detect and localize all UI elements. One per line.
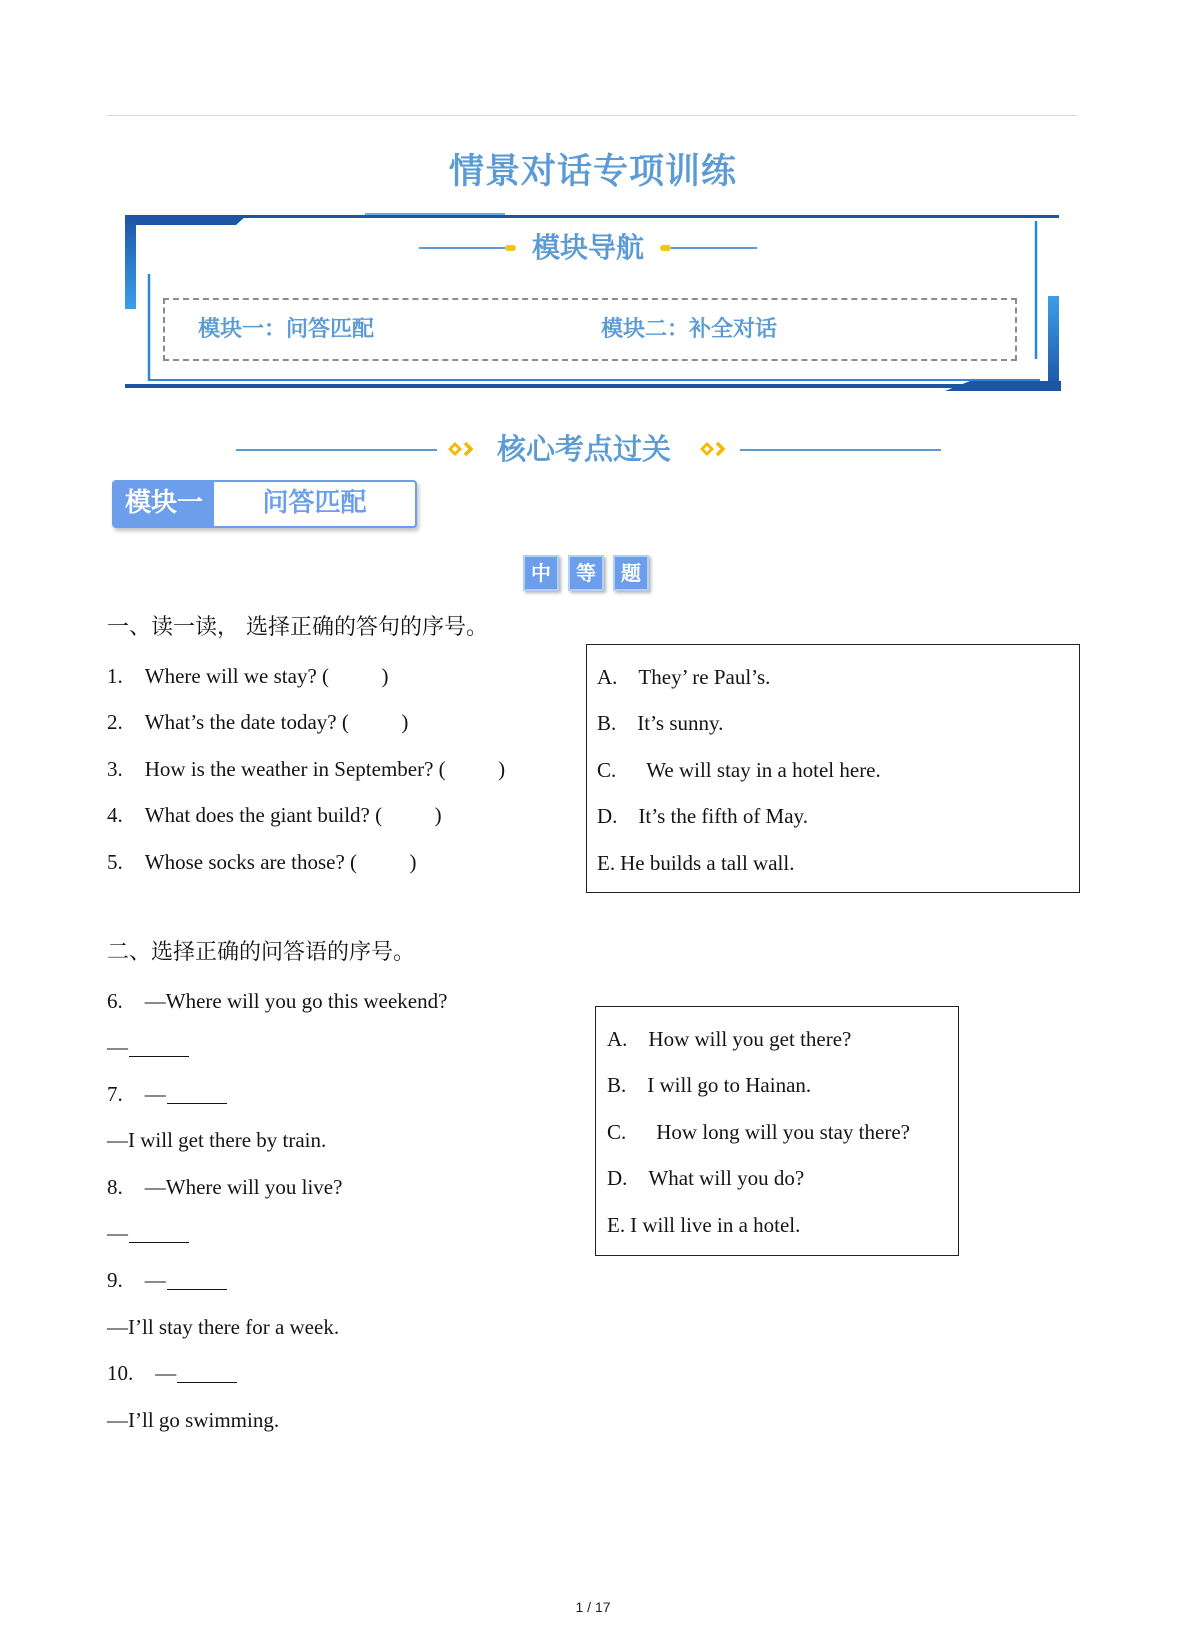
item-number: 7. (107, 1081, 123, 1106)
question-text: Whose socks are those? ( ) (144, 849, 417, 874)
answer-option (597, 654, 881, 701)
difficulty-chip: 等 (568, 555, 604, 591)
question-number: 2. (107, 710, 123, 735)
answer-option (607, 1062, 910, 1109)
option-letter: E. (607, 1212, 626, 1237)
dialogue-line (107, 1304, 447, 1351)
answer-blank (177, 1382, 237, 1383)
module-tag-name: 问答匹配 (262, 488, 367, 518)
dialogue-line (107, 1257, 447, 1304)
module-tag-number: 模块一 (114, 482, 214, 526)
question-text: Where will we stay? ( ) (144, 663, 389, 688)
option-text: We will stay in a hotel here. (646, 757, 881, 782)
dialogue-text: —Where will you go this weekend? (144, 988, 448, 1013)
option-text: He builds a tall wall. (620, 850, 795, 875)
answer-blank (167, 1289, 227, 1290)
answer-option (597, 700, 881, 747)
dialogue-text: — (155, 1361, 177, 1386)
part2-answer-box (595, 1006, 959, 1256)
dialogue-text: —I’ll go swimming. (107, 1407, 280, 1432)
banner-line-right (740, 449, 941, 451)
answer-blank (129, 1056, 189, 1057)
section-banner-title: 核心考点过关 (497, 432, 672, 466)
nav-heading-line-right (671, 247, 757, 249)
answer-blank (129, 1242, 189, 1243)
part1-instruction: 一、读一读， 选择正确的答句的序号。 (107, 615, 488, 640)
option-text: How long will you stay there? (656, 1119, 910, 1144)
dialogue-text: — (107, 1221, 128, 1246)
nav-item-module-1: 模块一：问答匹配 (198, 317, 375, 342)
answer-option (597, 747, 881, 794)
option-letter: B. (597, 711, 617, 736)
answer-option-list (607, 1016, 910, 1249)
dialogue-text: —I will get there by train. (107, 1128, 327, 1153)
nav-item-module-2: 模块二：补全对话 (601, 317, 778, 342)
dialogue-line (107, 1397, 447, 1444)
option-text: It’s sunny. (637, 711, 724, 736)
option-letter: A. (597, 664, 618, 689)
item-number: 10. (107, 1361, 134, 1386)
dialogue-line (107, 1071, 447, 1118)
difficulty-chip: 中 (523, 555, 559, 591)
question-number: 3. (107, 756, 123, 781)
dialogue-line (107, 1350, 447, 1397)
option-letter: B. (607, 1073, 627, 1098)
header-rule (107, 115, 1077, 116)
dialogue-line (107, 978, 447, 1025)
question-row (107, 746, 505, 793)
part1-answer-box (586, 644, 1080, 893)
option-letter: E. (597, 850, 616, 875)
answer-option (607, 1109, 910, 1156)
nav-heading-line-left (419, 247, 505, 249)
diamond-chevron-icon (699, 440, 731, 458)
question-text: What’s the date today? ( ) (144, 710, 409, 735)
option-letter: D. (607, 1166, 628, 1191)
part1-question-list (107, 653, 505, 886)
banner-line-left (236, 449, 437, 451)
dialogue-line (107, 1210, 447, 1257)
option-text: It’s the fifth of May. (638, 804, 808, 829)
dialogue-text: — (144, 1081, 166, 1106)
option-text: I will go to Hainan. (647, 1073, 812, 1098)
question-text: How is the weather in September? ( ) (144, 756, 506, 781)
answer-option (597, 793, 881, 840)
option-letter: A. (607, 1026, 628, 1051)
question-row (107, 699, 505, 746)
question-number: 4. (107, 803, 123, 828)
question-row (107, 792, 505, 839)
part2-instruction: 二、选择正确的问答语的序号。 (107, 940, 416, 965)
answer-option (607, 1155, 910, 1202)
option-text: I will live in a hotel. (630, 1212, 801, 1237)
question-number: 5. (107, 849, 123, 874)
answer-option (597, 840, 881, 887)
dialogue-line (107, 1024, 447, 1071)
answer-option (607, 1016, 910, 1063)
answer-option-list (597, 654, 881, 887)
question-row (107, 839, 505, 886)
dot-ornament-icon (505, 245, 516, 251)
item-number: 6. (107, 988, 123, 1013)
module-tag (112, 480, 417, 528)
answer-blank (167, 1103, 227, 1104)
part2-dialogue-list (107, 978, 447, 1443)
dialogue-text: —I’ll stay there for a week. (107, 1314, 340, 1339)
page-number: 1 / 17 (575, 1599, 611, 1615)
option-letter: D. (597, 804, 618, 829)
question-text: What does the giant build? ( ) (144, 803, 442, 828)
nav-heading (288, 230, 888, 266)
diamond-chevron-icon (447, 440, 479, 458)
difficulty-chip: 题 (613, 555, 649, 591)
page-title: 情景对话专项训练 (448, 152, 737, 192)
question-row (107, 653, 505, 700)
dot-ornament-icon (660, 245, 671, 251)
nav-module-list (163, 298, 1017, 361)
dialogue-line (107, 1164, 447, 1211)
option-text: How will you get there? (648, 1026, 852, 1051)
item-number: 9. (107, 1268, 123, 1293)
question-number: 1. (107, 663, 123, 688)
dialogue-text: —Where will you live? (144, 1174, 343, 1199)
option-text: What will you do? (648, 1166, 805, 1191)
option-text: They’ re Paul’s. (638, 664, 771, 689)
dialogue-text: — (144, 1268, 166, 1293)
option-letter: C. (597, 757, 617, 782)
option-letter: C. (607, 1119, 627, 1144)
item-number: 8. (107, 1174, 123, 1199)
nav-heading-text: 模块导航 (531, 231, 644, 264)
dialogue-line (107, 1117, 447, 1164)
answer-option (607, 1202, 910, 1249)
dialogue-text: — (107, 1035, 128, 1060)
